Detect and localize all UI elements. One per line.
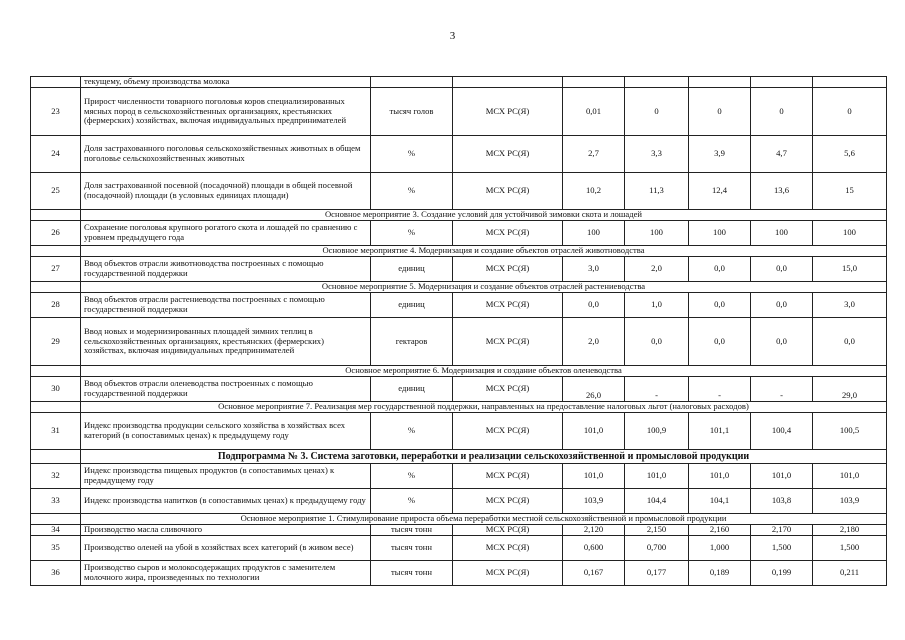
value-cell	[625, 77, 689, 88]
measure-header-row	[31, 514, 887, 525]
value-cell: 0,0	[751, 257, 813, 282]
unit-of-measure: тысяч тонн	[371, 525, 453, 536]
table-row	[31, 136, 887, 173]
value-cell: 1,000	[689, 536, 751, 561]
value-cell: 104,4	[625, 489, 689, 514]
unit-of-measure	[371, 77, 453, 88]
indicators-table	[30, 76, 887, 586]
subprogram-header-row	[31, 450, 887, 464]
indicator-name: Прирост численности товарного поголовья коров специализированных мясных пород в сельскохозяйственных организациях, крестьянских (фермерских) хозяйствах, включая индивидуальных предпринимателей	[81, 88, 371, 136]
row-number: 33	[31, 489, 81, 514]
table-row	[31, 464, 887, 489]
value-cell: 2,160	[689, 525, 751, 536]
row-number: 28	[31, 293, 81, 318]
indicator-name: Ввод объектов отрасли оленеводства построенных с помощью государственной поддержки	[81, 377, 371, 402]
value-cell: -	[751, 377, 813, 402]
row-number	[31, 77, 81, 88]
row-number: 26	[31, 221, 81, 246]
value-cell: 26,0	[563, 377, 625, 402]
value-cell: 101,0	[625, 464, 689, 489]
responsible-body: МСХ РС(Я)	[453, 136, 563, 173]
value-cell: 0,01	[563, 88, 625, 136]
value-cell: 0,0	[751, 318, 813, 366]
row-number: 35	[31, 536, 81, 561]
value-cell: 101,0	[563, 464, 625, 489]
value-cell	[751, 77, 813, 88]
value-cell: 0,211	[813, 561, 887, 586]
value-cell: 11,3	[625, 173, 689, 210]
measure-header-row	[31, 366, 887, 377]
value-cell: 101,0	[563, 413, 625, 450]
responsible-body	[453, 77, 563, 88]
table-row	[31, 413, 887, 450]
row-number: 23	[31, 88, 81, 136]
value-cell: 100	[625, 221, 689, 246]
indicator-name: Ввод новых и модернизированных площадей зимних теплиц в сельскохозяйственных организациях, крестьянских (фермерских) хозяйствах, включая индивидуальных предпринимателей	[81, 318, 371, 366]
value-cell: 100	[751, 221, 813, 246]
value-cell: 0,0	[689, 293, 751, 318]
subprogram-title: Подпрограмма № 3. Система заготовки, переработки и реализации сельскохозяйственной и промысловой продукции	[81, 450, 887, 464]
empty-number-cell	[31, 402, 81, 413]
empty-number-cell	[31, 282, 81, 293]
indicator-name: Индекс производства напитков (в сопоставимых ценах) к предыдущему году	[81, 489, 371, 514]
unit-of-measure: %	[371, 173, 453, 210]
value-cell: 101,0	[689, 464, 751, 489]
value-cell: 0,0	[689, 318, 751, 366]
page-number: 3	[449, 30, 456, 42]
indicator-name: Индекс производства пищевых продуктов (в сопоставимых ценах) к предыдущему году	[81, 464, 371, 489]
indicator-name: текущему, объему производства молока	[81, 77, 371, 88]
value-cell: 101,0	[751, 464, 813, 489]
value-cell: -	[625, 377, 689, 402]
empty-number-cell	[31, 514, 81, 525]
row-number: 34	[31, 525, 81, 536]
responsible-body: МСХ РС(Я)	[453, 464, 563, 489]
value-cell: 100,4	[751, 413, 813, 450]
value-cell: 0,600	[563, 536, 625, 561]
measure-header-row	[31, 402, 887, 413]
value-cell: 0,0	[751, 293, 813, 318]
value-cell: 0	[751, 88, 813, 136]
responsible-body: МСХ РС(Я)	[453, 88, 563, 136]
value-cell: 15	[813, 173, 887, 210]
value-cell: 101,0	[813, 464, 887, 489]
table-row	[31, 293, 887, 318]
value-cell: 0,700	[625, 536, 689, 561]
responsible-body: МСХ РС(Я)	[453, 536, 563, 561]
responsible-body: МСХ РС(Я)	[453, 413, 563, 450]
indicator-name: Производство сыров и молокосодержащих продуктов с заменителем молочного жира, произведенных по технологии	[81, 561, 371, 586]
empty-number-cell	[31, 246, 81, 257]
value-cell: 100	[563, 221, 625, 246]
measure-title: Основное мероприятие 6. Модернизация и создание объектов оленеводства	[81, 366, 887, 377]
value-cell: 103,8	[751, 489, 813, 514]
unit-of-measure: тысяч голов	[371, 88, 453, 136]
unit-of-measure: %	[371, 464, 453, 489]
value-cell: 2,7	[563, 136, 625, 173]
table-row	[31, 377, 887, 402]
responsible-body: МСХ РС(Я)	[453, 318, 563, 366]
responsible-body: МСХ РС(Я)	[453, 377, 563, 402]
unit-of-measure: %	[371, 136, 453, 173]
value-cell: 3,0	[563, 257, 625, 282]
unit-of-measure: тысяч тонн	[371, 536, 453, 561]
value-cell: 0,0	[563, 293, 625, 318]
value-cell: 3,9	[689, 136, 751, 173]
responsible-body: МСХ РС(Я)	[453, 489, 563, 514]
indicator-name: Доля застрахованной посевной (посадочной) площади в общей посевной (посадочной) площади (в условных единицах площади)	[81, 173, 371, 210]
value-cell: 100	[689, 221, 751, 246]
indicator-name: Сохранение поголовья крупного рогатого скота и лошадей по сравнению с уровнем предыдущего года	[81, 221, 371, 246]
measure-header-row	[31, 246, 887, 257]
measure-title: Основное мероприятие 7. Реализация мер государственной поддержки, направленных на предоставление налоговых льгот (налоговых расходов)	[81, 402, 887, 413]
responsible-body: МСХ РС(Я)	[453, 173, 563, 210]
indicator-name: Индекс производства продукции сельского хозяйства в хозяйствах всех категорий (в сопоставимых ценах) к предыдущему году	[81, 413, 371, 450]
responsible-body: МСХ РС(Я)	[453, 221, 563, 246]
value-cell: 1,0	[625, 293, 689, 318]
responsible-body: МСХ РС(Я)	[453, 293, 563, 318]
value-cell: 103,9	[563, 489, 625, 514]
value-cell: 2,180	[813, 525, 887, 536]
value-cell: 0,0	[625, 318, 689, 366]
row-number: 27	[31, 257, 81, 282]
value-cell: 2,120	[563, 525, 625, 536]
row-number: 32	[31, 464, 81, 489]
responsible-body: МСХ РС(Я)	[453, 257, 563, 282]
value-cell	[813, 77, 887, 88]
unit-of-measure: тысяч тонн	[371, 561, 453, 586]
value-cell: 0,199	[751, 561, 813, 586]
row-number: 24	[31, 136, 81, 173]
value-cell: 3,3	[625, 136, 689, 173]
value-cell: 0,0	[689, 257, 751, 282]
value-cell: 103,9	[813, 489, 887, 514]
unit-of-measure: %	[371, 489, 453, 514]
value-cell: 13,6	[751, 173, 813, 210]
value-cell: 0	[625, 88, 689, 136]
table-row	[31, 489, 887, 514]
value-cell: 29,0	[813, 377, 887, 402]
empty-number-cell	[31, 450, 81, 464]
measure-header-row	[31, 282, 887, 293]
value-cell: 4,7	[751, 136, 813, 173]
responsible-body: МСХ РС(Я)	[453, 525, 563, 536]
unit-of-measure: гектаров	[371, 318, 453, 366]
value-cell: 100	[813, 221, 887, 246]
indicator-name: Ввод объектов отрасли растениеводства построенных с помощью государственной поддержки	[81, 293, 371, 318]
row-number: 30	[31, 377, 81, 402]
unit-of-measure: единиц	[371, 293, 453, 318]
value-cell: 100,9	[625, 413, 689, 450]
indicator-name: Производство масла сливочного	[81, 525, 371, 536]
value-cell: 12,4	[689, 173, 751, 210]
measure-title: Основное мероприятие 5. Модернизация и создание объектов отраслей растениеводства	[81, 282, 887, 293]
value-cell: -	[689, 377, 751, 402]
row-number: 36	[31, 561, 81, 586]
value-cell	[563, 77, 625, 88]
unit-of-measure: единиц	[371, 257, 453, 282]
empty-number-cell	[31, 210, 81, 221]
value-cell: 3,0	[813, 293, 887, 318]
value-cell: 101,1	[689, 413, 751, 450]
value-cell: 2,0	[563, 318, 625, 366]
value-cell	[689, 77, 751, 88]
measure-title: Основное мероприятие 1. Стимулирование прироста объема переработки местной сельскохозяйственной и промысловой продукции	[81, 514, 887, 525]
value-cell: 0,189	[689, 561, 751, 586]
empty-number-cell	[31, 366, 81, 377]
row-number: 29	[31, 318, 81, 366]
value-cell: 0	[689, 88, 751, 136]
row-number: 25	[31, 173, 81, 210]
table-row	[31, 173, 887, 210]
table-row	[31, 257, 887, 282]
unit-of-measure: %	[371, 413, 453, 450]
value-cell: 10,2	[563, 173, 625, 210]
responsible-body: МСХ РС(Я)	[453, 561, 563, 586]
measure-title: Основное мероприятие 3. Создание условий для устойчивой зимовки скота и лошадей	[81, 210, 887, 221]
unit-of-measure: единиц	[371, 377, 453, 402]
indicator-name: Ввод объектов отрасли животноводства построенных с помощью государственной поддержки	[81, 257, 371, 282]
measure-title: Основное мероприятие 4. Модернизация и создание объектов отраслей животноводства	[81, 246, 887, 257]
row-number: 31	[31, 413, 81, 450]
value-cell: 0,177	[625, 561, 689, 586]
value-cell: 104,1	[689, 489, 751, 514]
value-cell: 15,0	[813, 257, 887, 282]
value-cell: 100,5	[813, 413, 887, 450]
value-cell: 0,0	[813, 318, 887, 366]
value-cell: 5,6	[813, 136, 887, 173]
value-cell: 2,150	[625, 525, 689, 536]
unit-of-measure: %	[371, 221, 453, 246]
value-cell: 2,0	[625, 257, 689, 282]
table-row	[31, 77, 887, 88]
value-cell: 1,500	[751, 536, 813, 561]
measure-header-row	[31, 210, 887, 221]
value-cell: 0,167	[563, 561, 625, 586]
table-row	[31, 536, 887, 561]
table-row	[31, 525, 887, 536]
indicator-name: Производство оленей на убой в хозяйствах всех категорий (в живом весе)	[81, 536, 371, 561]
table-row	[31, 88, 887, 136]
value-cell: 0	[813, 88, 887, 136]
table-row	[31, 561, 887, 586]
value-cell: 1,500	[813, 536, 887, 561]
indicator-name: Доля застрахованного поголовья сельскохозяйственных животных в общем поголовье сельскохозяйственных животных	[81, 136, 371, 173]
table-row	[31, 221, 887, 246]
value-cell: 2,170	[751, 525, 813, 536]
table-row	[31, 318, 887, 366]
